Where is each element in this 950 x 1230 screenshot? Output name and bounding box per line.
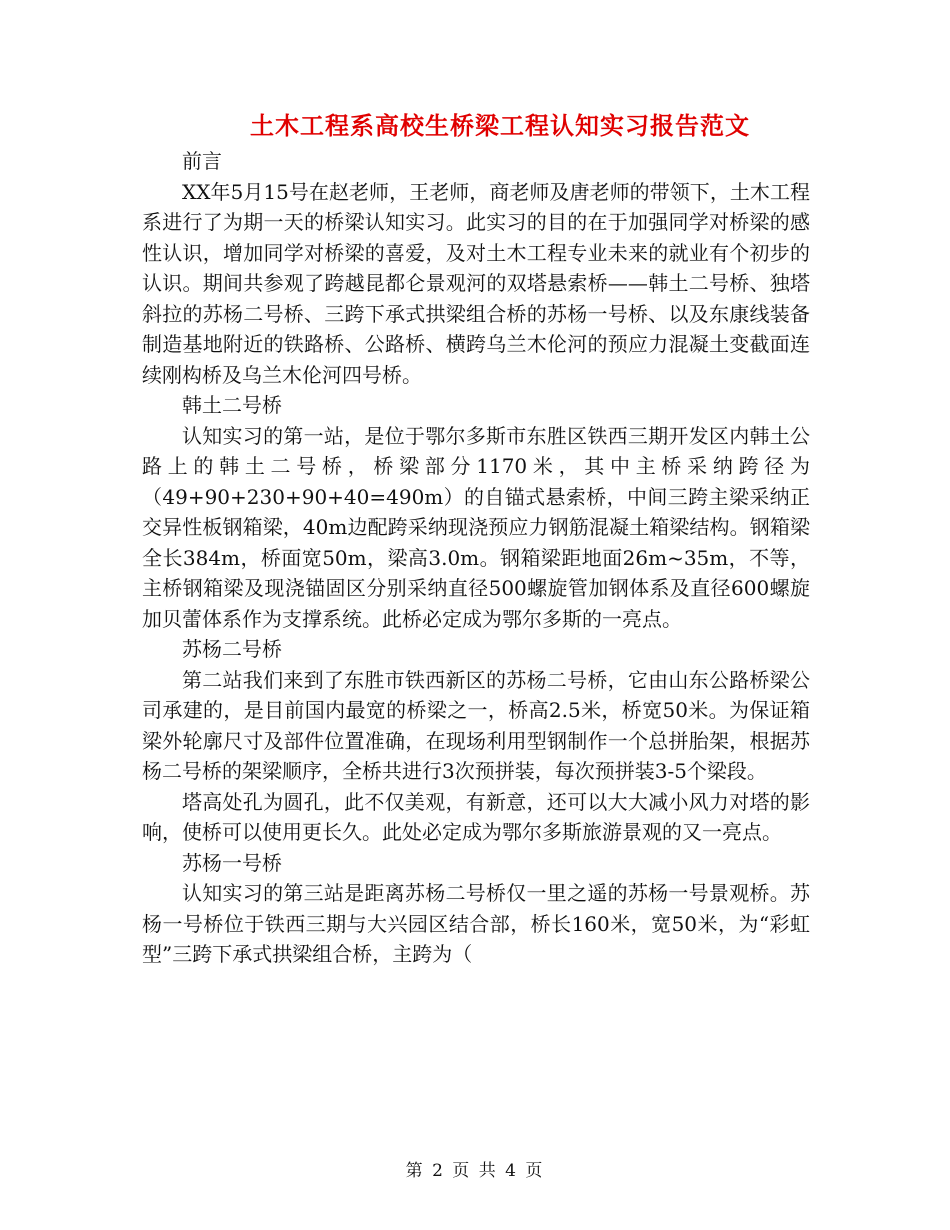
section-heading-hantu-bridge: 韩土二号桥 [182, 393, 282, 417]
paragraph-suyang-1-bridge: 认知实习的第三站是距离苏杨二号桥仅一里之遥的苏杨一号景观桥。苏杨一号桥位于铁西三期与大兴园区结合部，桥长160米，宽50米，为“彩虹型”三跨下承式拱梁组合桥，主跨为（ [142, 881, 810, 966]
page-footer: 第 2 页 共 4 页 [405, 1161, 545, 1181]
section-heading-preface: 前言 [182, 149, 222, 173]
document-title: 土木工程系高校生桥梁工程认知实习报告范文 [250, 111, 750, 140]
section-heading-suyang-1-bridge: 苏杨一号桥 [182, 850, 282, 875]
paragraph-tower-hole: 塔高处孔为圆孔，此不仅美观，有新意，还可以大大减小风力对塔的影响，使桥可以使用更长久。此处必定成为鄂尔多斯旅游景观的又一亮点。 [142, 789, 810, 844]
paragraph-suyang-2-bridge: 第二站我们来到了东胜市铁西新区的苏杨二号桥，它由山东公路桥梁公司承建的，是目前国内最宽的桥梁之一，桥高2.5米，桥宽50米。为保证箱梁外轮廓尺寸及部件位置准确，在现场利用型钢制作一个总拼胎架，根据苏杨二号桥的架梁顺序，全桥共进行3次预拼装，每次预拼装3-5个梁段。 [142, 667, 810, 783]
document-body [142, 146, 810, 970]
paragraph-hantu-bridge: 认知实习的第一站，是位于鄂尔多斯市东胜区铁西三期开发区内韩土公路上的韩土二号桥，桥梁部分1170米，其中主桥采纳跨径为（49+90+230+90+40=490m）的自锚式悬索桥，中间三跨主梁采纳正交异性板钢箱梁，40m边配跨采纳现浇预应力钢筋混凝土箱梁结构。钢箱梁全长384m，桥面宽50m，梁高3.0m。钢箱梁距地面26m~35m，不等，主桥钢箱梁及现浇锚固区分别采纳直径500螺旋管加钢体系及直径600螺旋加贝蕾体系作为支撑系统。此桥必定成为鄂尔多斯的一亮点。 [142, 423, 810, 631]
section-heading-suyang-2-bridge: 苏杨二号桥 [182, 637, 282, 661]
paragraph-intro: XX年5月15号在赵老师，王老师，商老师及唐老师的带领下，土木工程系进行了为期一天的桥梁认知实习。此实习的目的在于加强同学对桥梁的感性认识，增加同学对桥梁的喜爱，及对土木工程专业未来的就业有个初步的认识。期间共参观了跨越昆都仑景观河的双塔悬索桥——韩土二号桥、独塔斜拉的苏杨二号桥、三跨下承式拱梁组合桥的苏杨一号桥、以及东康线装备制造基地附近的铁路桥、公路桥、横跨乌兰木伦河的预应力混凝土变截面连续刚构桥及乌兰木伦河四号桥。 [142, 179, 810, 387]
